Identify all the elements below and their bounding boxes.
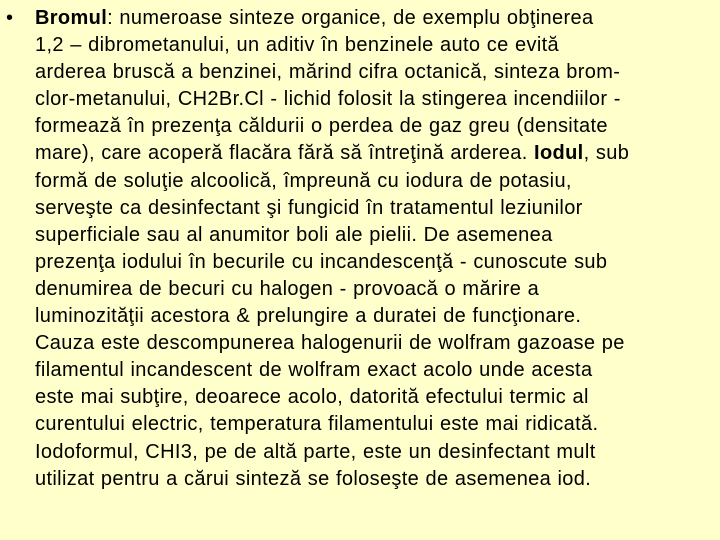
text-line-1: [35, 5, 716, 32]
text-line-12: luminozităţii acestora & prelungire a duratei de funcţionare.: [35, 305, 582, 328]
text-line-5: formează în prezenţa căldurii o perdea de gaz greu (densitate: [35, 115, 608, 138]
text-line-18: utilizat pentru a cărui sinteză se foloseşte de asemenea iod.: [35, 467, 592, 490]
text-line-14: filamentul incandescent de wolfram exact acolo unde acesta: [35, 359, 593, 382]
text-line-13: Cauza este descompunerea halogenurii de wolfram gazoase pe: [35, 332, 625, 355]
line-6-text-b: , sub: [583, 142, 630, 165]
text-line-16: curentului electric, temperatura filamentului este mai ridicată.: [35, 413, 599, 436]
text-line-8: serveşte ca desinfectant şi fungicid în tratamentul leziunilor: [35, 196, 583, 219]
text-line-11: denumirea de becuri cu halogen - provoacă o mărire a: [35, 277, 540, 300]
text-line-3: arderea bruscă a benzinei, mărind cifra octanică, sinteza brom-: [35, 61, 621, 84]
text-line-9: superficiale sau al anumitor boli ale pielii. De asemenea: [35, 223, 553, 246]
text-line-7: formă de soluţie alcoolică, împreună cu iodura de potasiu,: [35, 169, 572, 192]
text-line-10: prezenţa iodului în becurile cu incandescenţă - cunoscute sub: [35, 250, 608, 273]
bullet-marker: •: [6, 7, 14, 29]
text-line-17: Iodoformul, CHI3, pe de altă parte, este un desinfectant mult: [35, 440, 596, 463]
text-line-6: [35, 140, 716, 167]
text-line-15: este mai subţire, deoarece acolo, datorită efectului termic al: [35, 386, 589, 409]
text-line-4: clor-metanului, CH2Br.Cl - lichid folosit la stingerea incendiilor -: [35, 88, 621, 111]
paragraph: [35, 5, 716, 493]
line-1-text: : numeroase sinteze organice, de exemplu obţinerea: [107, 7, 594, 29]
text-line-2: 1,2 – dibrometanului, un aditiv în benzinele auto ce evită: [35, 34, 560, 57]
term-bromine: Bromul: [35, 7, 108, 29]
term-iodine: Iodul: [534, 142, 584, 165]
line-6-text-a: mare), care acoperă flacăra fără să întreţină arderea.: [35, 142, 535, 165]
